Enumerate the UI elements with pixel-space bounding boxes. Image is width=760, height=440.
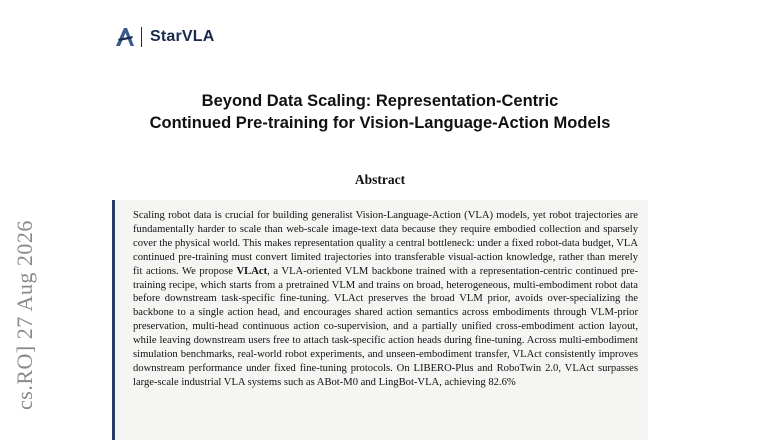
star-a-logo-icon xyxy=(114,26,136,48)
abstract-bold-term: VLAct xyxy=(236,265,268,277)
abstract-heading: Abstract xyxy=(354,172,406,187)
logo-divider xyxy=(141,27,142,47)
paper-title-line-2: Continued Pre-training for Vision-Language-Action Models xyxy=(149,114,611,132)
abstract-box xyxy=(112,200,648,440)
abstract-text-part-2: , a VLA-oriented VLM backbone trained with a representation-centric continued pre-training recipe, which starts from a pretrained VLM and trains on broad, heterogeneous, multi-embodiment robot data before downstream task-specific fine-tuning. VLAct preserves the broad VLM prior, avoids over-specializing the backbone to a single action head, and encourages shared action semantics across embodiments through VLM-prior preservation, multi-head continuous action co-supervision, and a partially unified cross-embodiment action layout, while leaving downstream users free to attach task-specific action heads during fine-tuning. Across multi-embodiment simulation benchmarks, real-world robot experiments, and unseen-embodiment transfer, VLAct consistently improves downstream performance under fixed fine-tuning protocols. On LIBERO-Plus and RoboTwin 2.0, VLAct surpasses large-scale industrial VLA systems such as ABot-M0 and LingBot-VLA, achieving 82.6% xyxy=(133,265,638,388)
brand-header xyxy=(114,26,215,48)
brand-name: StarVLA xyxy=(150,28,215,45)
abstract-text xyxy=(133,209,638,390)
paper-title-line-1: Beyond Data Scaling: Representation-Centric xyxy=(201,92,559,110)
abstract-text-part-1: Scaling robot data is crucial for building generalist Vision-Language-Action (VLA) models, yet robot trajectories are fundamentally harder to scale than web-scale image-text data because they require embodied collection and sparsely cover the physical world. This makes representation quality a central bottleneck: under a fixed robot-data budget, VLA continued pre-training must convert limited trajectories into transferable visual-action knowledge, rather than merely fit actions. We propose xyxy=(133,210,638,277)
arxiv-margin-stamp: cs.RO] 27 Aug 2026 xyxy=(12,220,37,410)
paper-title xyxy=(0,90,760,134)
